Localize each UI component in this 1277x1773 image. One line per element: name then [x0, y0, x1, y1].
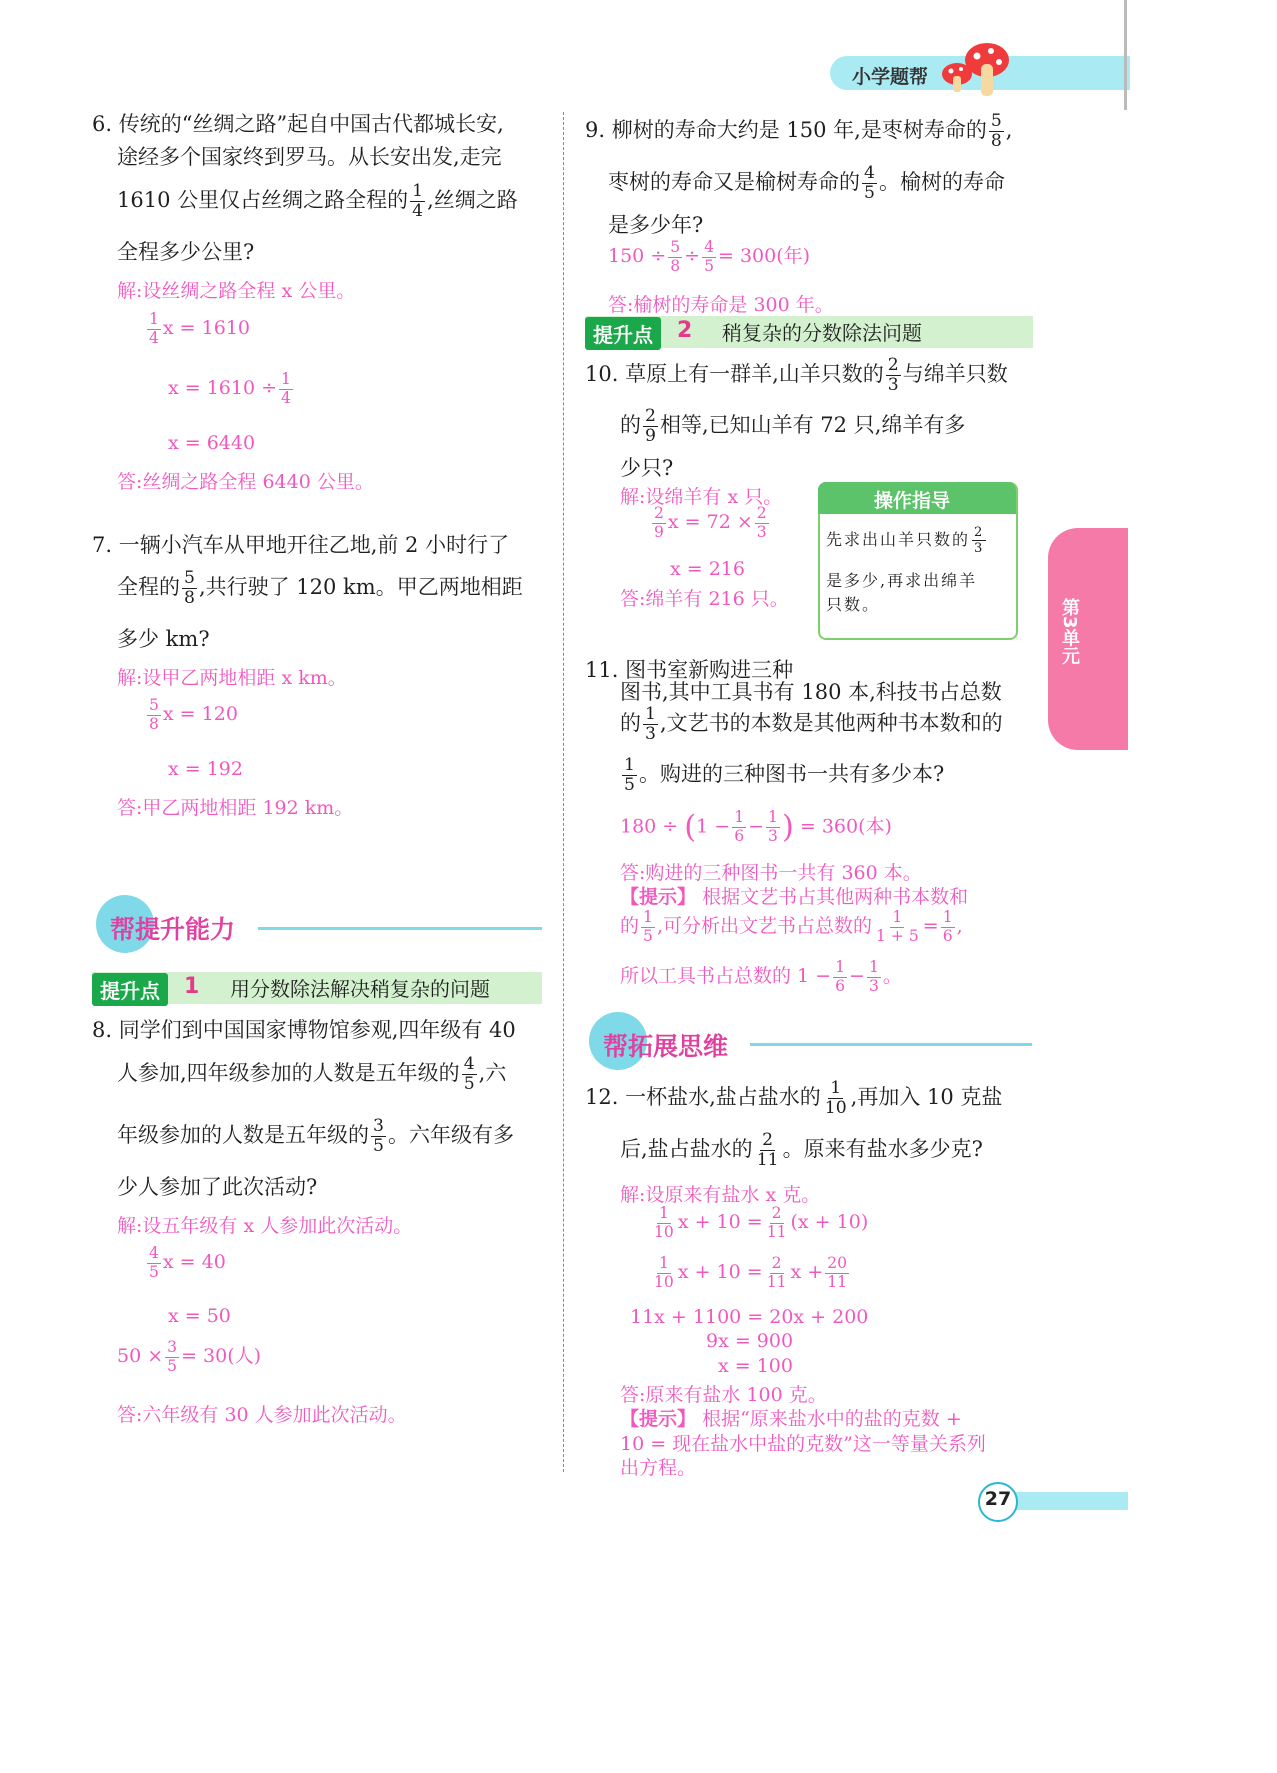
q6-line2: 途经多个国家终到罗马。从长安出发,走完 [117, 145, 502, 169]
q9-answer2: 答:榆树的寿命是 300 年。 [608, 294, 834, 316]
q7-answer4: 答:甲乙两地相距 192 km。 [117, 797, 354, 819]
q7-answer2: $\frac{5}{8}$ x = 120 [149, 696, 238, 733]
q11-hint-line2: 的 $\frac{1}{5}$ ,可分析出文艺书占总数的 $\frac{1}{1 + 5}$ = $\frac{1}{6}$ , [620, 908, 963, 945]
q11-line4: $\frac{1}{5}$ 。购进的三种图书一共有多少本? [624, 755, 945, 796]
q8-line4: 少人参加了此次活动? [117, 1175, 318, 1199]
q11-line1: 11. 图书室新购进三种 [585, 658, 794, 682]
q7-line1: 7. 一辆小汽车从甲地开往乙地,前 2 小时行了 [92, 533, 510, 557]
q6-line4: 全程多少公里? [117, 240, 255, 264]
q6-answer3: x = 1610 ÷ $\frac{1}{4}$ [168, 370, 291, 407]
page-number: 27 [984, 1488, 1012, 1510]
guide-line1: 先求出山羊只数的 $\frac{2}{3}$ [826, 525, 985, 557]
q7-answer3: x = 192 [168, 758, 243, 780]
q10-answer1: 解:设绵羊有 x 只。 [620, 486, 783, 508]
improve-section-line [258, 927, 542, 930]
q10-answer3: x = 216 [670, 558, 745, 580]
header-edge [1124, 0, 1127, 110]
q7-line3: 多少 km? [117, 627, 210, 651]
q11-hint-line3: 所以工具书占总数的 1 − $\frac{1}{6}$ − $\frac{1}{3}$ 。 [620, 958, 902, 995]
point2-label: 提升点 [585, 317, 661, 350]
point1-number: 1 [184, 974, 200, 999]
q10-line2: 的 $\frac{2}{9}$ 相等,已知山羊有 72 只,绵羊有多 [620, 406, 966, 447]
q9-line2: 枣树的寿命又是榆树寿命的 $\frac{4}{5}$ 。榆树的寿命 [608, 163, 1005, 204]
expand-section-title: 帮拓展思维 [603, 1032, 729, 1061]
q12-hint-line2: 10 = 现在盐水中盐的克数”这一等量关系列 [620, 1433, 986, 1455]
q6-line3: 1610 公里仅占丝绸之路全程的 $\frac{1}{4}$ ,丝绸之路 [117, 181, 518, 222]
guide-line2: 是多少,再求出绵羊 [826, 571, 978, 590]
q8-answer4: 50 × $\frac{3}{5}$ = 30(人) [117, 1338, 262, 1375]
q6-answer4: x = 6440 [168, 432, 256, 454]
point2-number: 2 [677, 318, 693, 343]
q10-answer4: 答:绵羊有 216 只。 [620, 588, 789, 610]
q12-hint-line3: 出方程。 [620, 1457, 697, 1479]
column-divider [563, 112, 564, 1472]
q8-line3: 年级参加的人数是五年级的 $\frac{3}{5}$ 。六年级有多 [117, 1116, 514, 1157]
mushroom-icon [935, 38, 1015, 100]
q9-answer1: 150 ÷ $\frac{5}{8}$ ÷ $\frac{4}{5}$ = 300(年) [608, 238, 811, 275]
expand-section-line [750, 1043, 1032, 1046]
q10-line1: 10. 草原上有一群羊,山羊只数的 $\frac{2}{3}$ 与绵羊只数 [585, 355, 1008, 396]
q8-answer3: x = 50 [168, 1305, 231, 1327]
unit-side-tab-text: 第3单元 [1059, 598, 1080, 665]
q11-line3: 的 $\frac{1}{3}$ ,文艺书的本数是其他两种书本数和的 [620, 704, 1003, 745]
point2-title: 稍复杂的分数除法问题 [722, 321, 922, 345]
guide-title: 操作指导 [874, 490, 951, 512]
q12-answer3: $\frac{1}{10}$ x + 10 = $\frac{2}{11}$ x + $\frac{20}{11}$ [654, 1254, 848, 1291]
q7-line2: 全程的 $\frac{5}{8}$ ,共行驶了 120 km。甲乙两地相距 [117, 568, 523, 609]
q12-answer6: x = 100 [718, 1355, 793, 1377]
q9-line1: 9. 柳树的寿命大约是 150 年,是枣树寿命的 $\frac{5}{8}$ , [585, 111, 1013, 152]
q11-hint-line1: 【提示】 根据文艺书占其他两种书本数和 [620, 886, 969, 908]
q6-answer1: 解:设丝绸之路全程 x 公里。 [117, 280, 356, 302]
guide-line3: 只数。 [826, 595, 881, 614]
q12-answer1: 解:设原来有盐水 x 克。 [620, 1184, 821, 1206]
q8-line1: 8. 同学们到中国国家博物馆参观,四年级有 40 [92, 1018, 516, 1042]
q10-answer2: $\frac{2}{9}$ x = 72 × $\frac{2}{3}$ [654, 504, 767, 541]
q11-answer2: 答:购进的三种图书一共有 360 本。 [620, 862, 922, 884]
q12-answer4: 11x + 1100 = 20x + 200 [630, 1306, 869, 1328]
q12-answer2: $\frac{1}{10}$ x + 10 = $\frac{2}{11}$ (x + 10) [654, 1204, 869, 1241]
q12-hint-line1: 【提示】 根据“原来盐水中的盐的克数 + [620, 1408, 962, 1430]
q8-answer2: $\frac{4}{5}$ x = 40 [149, 1244, 226, 1281]
q9-line3: 是多少年? [608, 213, 704, 237]
q11-line2: 图书,其中工具书有 180 本,科技书占总数 [620, 680, 1002, 704]
page-number-bar [1000, 1492, 1128, 1510]
q8-answer1: 解:设五年级有 x 人参加此次活动。 [117, 1215, 413, 1237]
q6-answer5: 答:丝绸之路全程 6440 公里。 [117, 471, 374, 493]
improve-section-title: 帮提升能力 [110, 915, 236, 944]
q7-answer1: 解:设甲乙两地相距 x km。 [117, 667, 347, 689]
q8-answer5: 答:六年级有 30 人参加此次活动。 [117, 1404, 407, 1426]
q6-answer2: $\frac{1}{4}$ x = 1610 [149, 310, 250, 347]
q12-answer7: 答:原来有盐水 100 克。 [620, 1384, 827, 1406]
q11-answer1: 180 ÷ (1 − $\frac{1}{6}$ − $\frac{1}{3}$ ) = 360(本) [620, 808, 892, 845]
point1-label: 提升点 [92, 973, 168, 1006]
header-brand: 小学题帮 [852, 66, 929, 88]
q8-line2: 人参加,四年级参加的人数是五年级的 $\frac{4}{5}$ ,六 [117, 1054, 507, 1095]
q12-line2: 后,盐占盐水的 $\frac{2}{11}$ 。原来有盐水多少克? [620, 1130, 983, 1171]
q10-line3: 少只? [620, 456, 674, 480]
point1-title: 用分数除法解决稍复杂的问题 [230, 977, 490, 1001]
q12-answer5: 9x = 900 [706, 1330, 794, 1352]
q6-line1: 6. 传统的“丝绸之路”起自中国古代都城长安, [92, 112, 504, 136]
q12-line1: 12. 一杯盐水,盐占盐水的 $\frac{1}{10}$ ,再加入 10 克盐 [585, 1078, 1003, 1119]
